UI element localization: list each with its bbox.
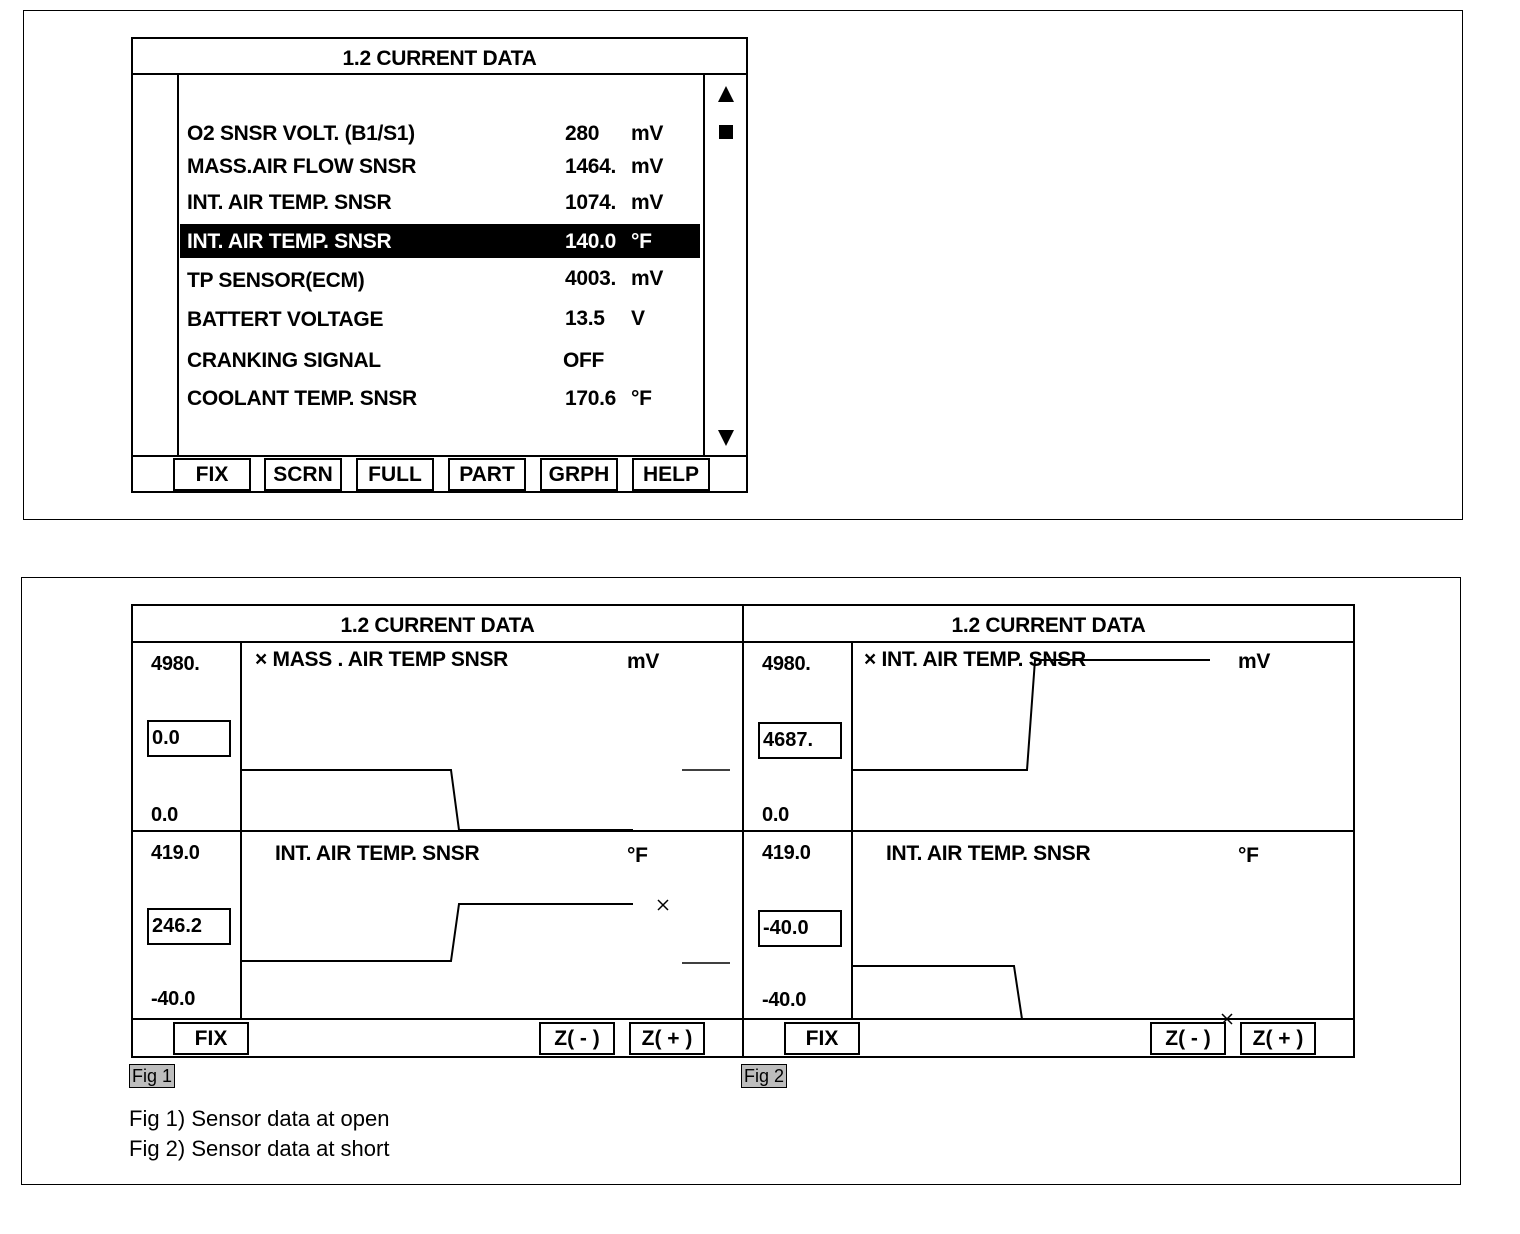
zoom-out-button[interactable]: Z( - ) [539,1022,615,1055]
zoom-in-button[interactable]: Z( + ) [629,1022,705,1055]
signal-traces [744,606,1357,1060]
bottom-trace [853,966,1022,1019]
fig1-tag: Fig 1 [129,1064,175,1088]
bottom-current-value: -40.0 [758,910,842,947]
scroll-up-arrow-icon[interactable] [717,85,735,103]
row-unit: mV [631,122,664,145]
top-signal-unit: mV [1238,650,1271,673]
bottom-signal-label: INT. AIR TEMP. SNSR [275,842,480,865]
row-value: 13.5 [565,307,605,330]
bottom-signal-unit: °F [627,844,648,867]
row-unit-selected: °F [631,230,652,253]
top-min-value: 0.0 [151,804,178,826]
zoom-out-button[interactable]: Z( - ) [1150,1022,1226,1055]
bottom-max-value: 419.0 [151,842,200,864]
row-unit: V [631,307,645,330]
bottom-signal-unit: °F [1238,844,1259,867]
full-button[interactable]: FULL [356,458,434,491]
top-max-value: 4980. [762,653,811,675]
top-signal-label: × INT. AIR TEMP. SNSR [864,648,1086,671]
row-label: CRANKING SIGNAL [187,349,381,372]
part-button[interactable]: PART [448,458,526,491]
help-button[interactable]: HELP [632,458,710,491]
title-divider [133,73,746,75]
row-value: 280 [565,122,600,145]
bottom-min-value: -40.0 [762,989,807,1011]
top-max-value: 4980. [151,653,200,675]
row-value: 1464. [565,155,617,178]
screen-title: 1.2 CURRENT DATA [342,47,537,70]
top-current-value: 4687. [758,722,842,759]
graph-title: 1.2 CURRENT DATA [340,614,535,637]
row-unit: mV [631,191,664,214]
row-label: INT. AIR TEMP. SNSR [187,191,392,214]
top-current-value: 0.0 [147,720,231,757]
top-trace [853,660,1210,770]
row-value: 1074. [565,191,617,214]
row-value-selected: 140.0 [565,230,617,253]
top-trace [242,770,633,830]
bottom-trace [242,904,633,961]
bottom-signal-label: INT. AIR TEMP. SNSR [886,842,1091,865]
top-signal-unit: mV [627,650,660,673]
fix-button[interactable]: FIX [784,1022,860,1055]
row-unit: mV [631,267,664,290]
fix-button[interactable]: FIX [173,458,251,491]
top-min-value: 0.0 [762,804,789,826]
left-gutter-divider [177,73,179,455]
row-label-selected: INT. AIR TEMP. SNSR [187,230,392,253]
bottom-min-value: -40.0 [151,988,196,1010]
scroll-thumb-icon[interactable] [719,125,733,139]
top-signal-label: × MASS . AIR TEMP SNSR [255,648,509,671]
row-unit: mV [631,155,664,178]
caption-fig2: Fig 2) Sensor data at short [129,1136,390,1161]
row-label: BATTERT VOLTAGE [187,308,384,331]
graph-title: 1.2 CURRENT DATA [951,614,1146,637]
fig2-tag: Fig 2 [741,1064,787,1088]
row-label: TP SENSOR(ECM) [187,269,365,292]
scroll-down-arrow-icon[interactable] [717,429,735,447]
row-label: MASS.AIR FLOW SNSR [187,155,417,178]
graph-screen-fig2 [742,604,1355,1058]
signal-traces [133,606,746,1060]
row-value: OFF [563,349,605,372]
fix-button[interactable]: FIX [173,1022,249,1055]
scrn-button[interactable]: SCRN [264,458,342,491]
row-unit: °F [631,387,652,410]
current-data-screen [131,37,748,493]
bottom-current-value: 246.2 [147,908,231,945]
scrollbar-divider [703,73,705,455]
grph-button[interactable]: GRPH [540,458,618,491]
row-value: 170.6 [565,387,617,410]
row-label: COOLANT TEMP. SNSR [187,387,417,410]
bottom-max-value: 419.0 [762,842,811,864]
cursor-x-icon [658,900,668,910]
row-value: 4003. [565,267,617,290]
row-label: O2 SNSR VOLT. (B1/S1) [187,122,415,145]
button-bar-divider [133,455,746,457]
caption-fig1: Fig 1) Sensor data at open [129,1106,390,1131]
zoom-in-button[interactable]: Z( + ) [1240,1022,1316,1055]
graph-screen-fig1 [131,604,744,1058]
